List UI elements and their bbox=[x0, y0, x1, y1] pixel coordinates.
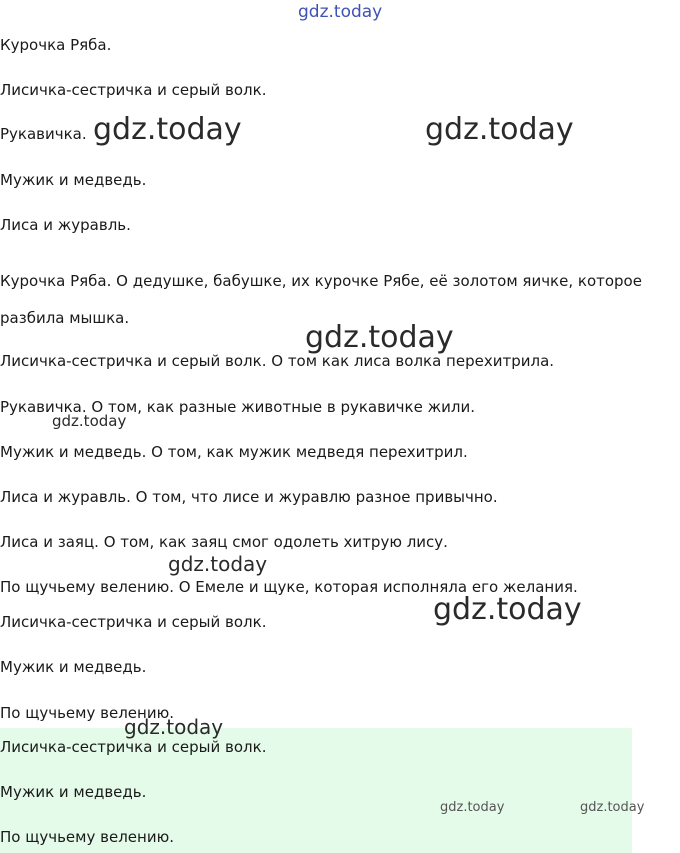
watermark-top: gdz.today bbox=[298, 2, 383, 22]
list1-item: Лисичка-сестричка и серый волк. bbox=[0, 81, 267, 99]
list1-item: Мужик и медведь. bbox=[0, 171, 147, 189]
list2-item: Лиса и журавль. О том, что лисе и журавлю разное привычно. bbox=[0, 488, 498, 506]
list3-item: Мужик и медведь. bbox=[0, 658, 147, 676]
watermark: gdz.today bbox=[580, 800, 645, 815]
list2-item: Мужик и медведь. О том, как мужик медведя перехитрил. bbox=[0, 443, 468, 461]
watermark: gdz.today bbox=[433, 592, 582, 627]
list4-item: Мужик и медведь. bbox=[0, 783, 147, 801]
list4-item: Лисичка-сестричка и серый волк. bbox=[0, 738, 267, 756]
list4-item: По щучьему велению. bbox=[0, 828, 174, 846]
watermark: gdz.today bbox=[52, 412, 127, 430]
list3-item: Лисичка-сестричка и серый волк. bbox=[0, 613, 267, 631]
list2-item: Лиса и заяц. О том, как заяц смог одолеть хитрую лису. bbox=[0, 533, 448, 551]
watermark: gdz.today bbox=[305, 320, 454, 355]
watermark: gdz.today bbox=[425, 112, 574, 147]
list2-item: Лисичка-сестричка и серый волк. О том как лиса волка перехитрила. bbox=[0, 352, 555, 370]
watermark: gdz.today bbox=[93, 112, 242, 147]
watermark: gdz.today bbox=[440, 800, 505, 815]
watermark: gdz.today bbox=[168, 552, 268, 576]
list2-item: По щучьему велению. О Емеле и щуке, которая исполняла его желания. bbox=[0, 578, 578, 596]
list1-item: Курочка Ряба. bbox=[0, 36, 112, 54]
list1-item: Лиса и журавль. bbox=[0, 216, 131, 234]
list2-item: Курочка Ряба. О дедушке, бабушке, их курочке Рябе, её золотом яичке, которое bbox=[0, 272, 642, 290]
list1-item: Рукавичка. bbox=[0, 125, 87, 143]
list3-item: По щучьему велению. bbox=[0, 704, 174, 722]
list2-item: Рукавичка. О том, как разные животные в рукавичке жили. bbox=[0, 398, 475, 416]
list2-item: разбила мышка. bbox=[0, 309, 130, 327]
watermark: gdz.today bbox=[124, 715, 224, 739]
